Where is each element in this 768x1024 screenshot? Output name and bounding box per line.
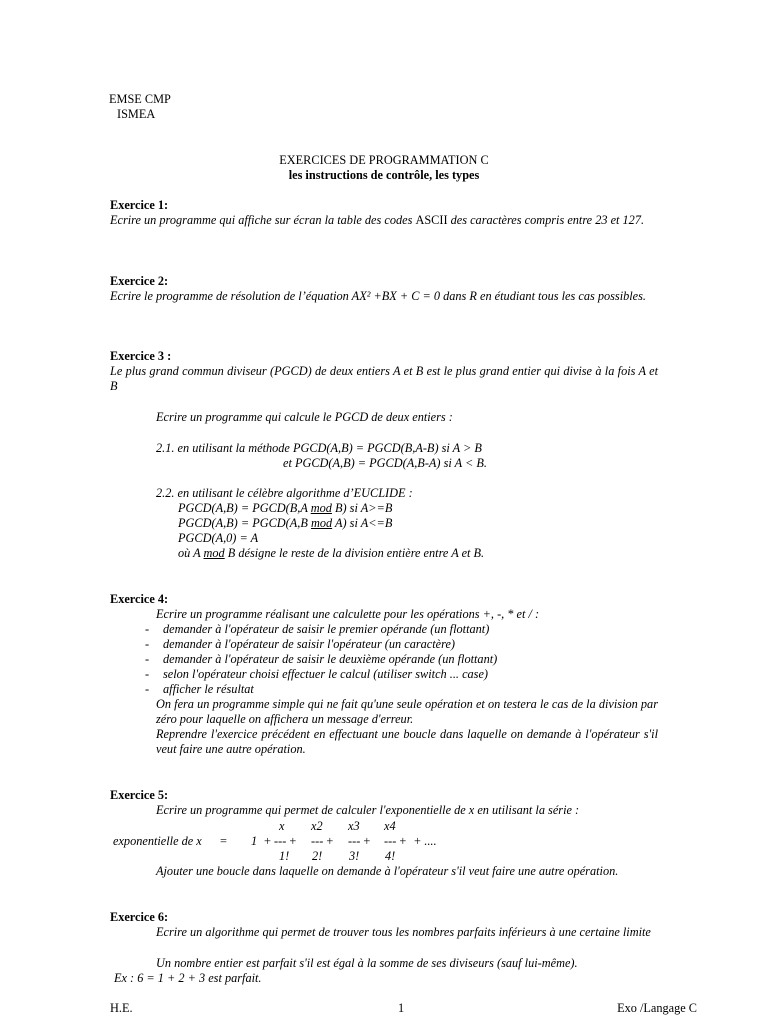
- exercise-3-task: Ecrire un programme qui calcule le PGCD de deux entiers :: [156, 410, 453, 424]
- exercise-5-intro: Ecrire un programme qui permet de calculer l'exponentielle de x en utilisant la série :: [156, 803, 580, 817]
- series-numerator: x2: [311, 819, 323, 833]
- footer-course: Exo /Langage C: [617, 1001, 697, 1015]
- exercise-4-intro: Ecrire un programme réalisant une calculette pour les opérations +, -, * et / :: [156, 607, 540, 621]
- list-bullet: -: [145, 622, 150, 636]
- series-numerator: x4: [384, 819, 396, 833]
- footer-author: H.E.: [110, 1001, 133, 1015]
- series-term: --- +: [311, 834, 334, 848]
- series-label: exponentielle de x: [113, 834, 202, 848]
- list-item: demander à l'opérateur de saisir le deuxième opérande (un flottant): [163, 652, 498, 666]
- exercise-4-paragraph-2: Reprendre l'exercice précédent en effectuant une boucle dans laquelle on demande à l'opérateur s'il veut faire une autre opération.: [156, 727, 658, 756]
- list-item: afficher le résultat: [163, 682, 254, 696]
- document-subtitle: les instructions de contrôle, les types: [288, 168, 480, 182]
- exercise-3-method-1-cont: et PGCD(A,B) = PGCD(A,B-A) si A < B.: [283, 456, 487, 470]
- exercise-3-heading: Exercice 3 :: [110, 349, 172, 363]
- list-bullet: -: [145, 667, 150, 681]
- exercise-3-method-2: 2.2. en utilisant le célèbre algorithme d’EUCLIDE :: [156, 486, 413, 500]
- exercise-3-method-1: 2.1. en utilisant la méthode PGCD(A,B) = PGCD(B,A-B) si A > B: [156, 441, 482, 455]
- exercise-2-heading: Exercice 2:: [110, 274, 169, 288]
- series-denominator: 3!: [349, 849, 360, 863]
- exercise-6-text-2: Un nombre entier est parfait s'il est égal à la somme de ses diviseurs (sauf lui-même).: [156, 956, 578, 970]
- euclide-rule-3: PGCD(A,0) = A: [178, 531, 259, 545]
- list-item: demander à l'opérateur de saisir le premier opérande (un flottant): [163, 622, 490, 636]
- exercise-1-text: Ecrire un programme qui affiche sur écran la table des codes ASCII des caractères compris entre 23 et 127.: [110, 213, 645, 227]
- euclide-rule-2: PGCD(A,B) = PGCD(A,B mod A) si A<=B: [178, 516, 393, 530]
- series-term: + ....: [414, 834, 437, 848]
- series-denominator: 4!: [385, 849, 396, 863]
- series-one: 1: [251, 834, 258, 848]
- header-line-2: ISMEA: [117, 107, 156, 121]
- exercise-5-heading: Exercice 5:: [110, 788, 169, 802]
- series-denominator: 2!: [312, 849, 323, 863]
- exercise-1-heading: Exercice 1:: [110, 198, 169, 212]
- series-term: --- +: [348, 834, 371, 848]
- exercise-6-heading: Exercice 6:: [110, 910, 169, 924]
- exercise-2-text: Ecrire le programme de résolution de l’équation AX² +BX + C = 0 dans R en étudiant tous les cas possibles.: [110, 289, 646, 303]
- list-bullet: -: [145, 652, 150, 666]
- list-item: demander à l'opérateur de saisir l'opérateur (un caractère): [163, 637, 456, 651]
- exercise-6-text-1: Ecrire un algorithme qui permet de trouver tous les nombres parfaits inférieurs à une certaine limite: [156, 925, 651, 939]
- series-term: --- +: [384, 834, 407, 848]
- series-numerator: x3: [348, 819, 360, 833]
- exercise-6-example: Ex : 6 = 1 + 2 + 3 est parfait.: [114, 971, 262, 985]
- exercise-4-paragraph-1: On fera un programme simple qui ne fait qu'une seule opération et on testera le cas de la division par zéro pour laquelle on affichera un message d'erreur.: [156, 697, 658, 726]
- series-equals: =: [220, 834, 227, 848]
- series-term: + --- +: [264, 834, 297, 848]
- series-numerator: x: [279, 819, 285, 833]
- euclide-note: où A mod B désigne le reste de la division entière entre A et B.: [178, 546, 485, 560]
- exercise-3-intro: Le plus grand commun diviseur (PGCD) de deux entiers A et B est le plus grand entier qui divise à la fois A et B: [110, 364, 658, 393]
- series-denominator: 1!: [279, 849, 290, 863]
- exercise-4-heading: Exercice 4:: [110, 592, 169, 606]
- list-bullet: -: [145, 682, 150, 696]
- euclide-rule-1: PGCD(A,B) = PGCD(B,A mod B) si A>=B: [178, 501, 393, 515]
- page-number: 1: [398, 1001, 405, 1015]
- exercise-5-loop: Ajouter une boucle dans laquelle on demande à l'opérateur s'il veut faire une autre opération.: [156, 864, 619, 878]
- header-line-1: EMSE CMP: [109, 92, 171, 106]
- list-bullet: -: [145, 637, 150, 651]
- document-title: EXERCICES DE PROGRAMMATION C: [279, 153, 489, 167]
- list-item: selon l'opérateur choisi effectuer le calcul (utiliser switch ... case): [163, 667, 489, 681]
